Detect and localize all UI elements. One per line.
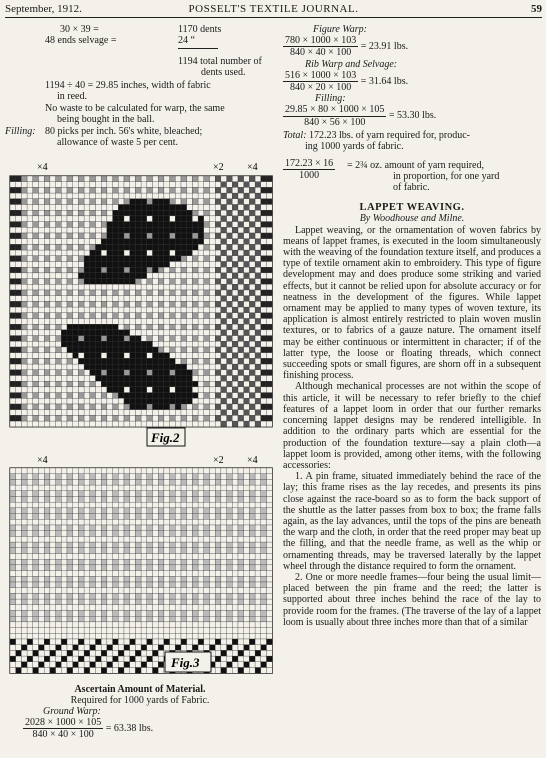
mark-x2: ×2 (213, 162, 224, 173)
gw-result: = 63.38 lbs. (105, 722, 154, 734)
journal-title: POSSELT'S TEXTILE JOURNAL. (188, 3, 359, 15)
rib-warp-formula (283, 70, 541, 93)
calc-line: 1194 ÷ 40 = 29.85 inches, width of fabric (45, 80, 211, 91)
filling-label-right: Filling: (315, 93, 346, 105)
calc-line: 48 ends selvage = (45, 35, 117, 46)
figure-warp-label: Figure Warp: (313, 24, 367, 35)
fig3-grid (10, 468, 272, 673)
mark-x4-left: ×4 (37, 162, 48, 173)
fl-numerator: 29.85 × 80 × 1000 × 105 (285, 104, 385, 116)
filling-formula (283, 104, 541, 127)
ground-warp-formula (23, 717, 275, 740)
gw-denominator: 840 × 40 × 100 (32, 729, 94, 740)
yd-line-3: of fabric. (393, 182, 430, 194)
fw-numerator: 780 × 1000 × 103 (285, 35, 357, 47)
article-byline: By Woodhouse and Milne. (359, 213, 465, 225)
yd-line-2: in proportion, for one yard (393, 171, 500, 183)
total-text-2: ing 1000 yards of fabric. (305, 141, 404, 153)
sum-rule (178, 48, 218, 49)
yd-numerator: 172.23 × 16 (285, 158, 334, 170)
per-yard-formula (283, 156, 541, 192)
calc-line: 24 “ (178, 35, 195, 46)
running-header (5, 3, 542, 18)
yd-line-1: = 2¾ oz. amount of yarn required, (347, 160, 484, 172)
article-title: LAPPET WEAVING. (359, 202, 465, 214)
rw-numerator: 516 × 1000 × 103 (285, 69, 357, 81)
calc-line: allowance of waste 5 per cent. (57, 137, 179, 148)
yd-denominator: 1000 (299, 170, 320, 182)
mark-x4-left-lower: ×4 (37, 455, 48, 466)
total-line (283, 130, 541, 141)
header-date: September, 1912. (5, 3, 82, 15)
calc-line: dents used. (201, 67, 246, 78)
article-paragraph: 2. One or more needle frames—four being the usual limit—placed between the pin frame and the reed; the latter is supported about three inches behind the race of the lay to provide room for the frames. (The traverse of the lay of a lappet loom is usually about three inches more than that of a similar (283, 571, 541, 628)
mark-x4-right-lower: ×4 (247, 455, 258, 466)
fig2-grid (10, 176, 272, 427)
calc-line: in reed. (57, 91, 87, 102)
calc-line: being bought in the ball. (57, 114, 155, 125)
fig2-label: Fig.2 (151, 430, 180, 445)
rw-denominator: 840 × 20 × 100 (290, 82, 352, 94)
caption-title: Ascertain Amount of Material. (74, 684, 206, 695)
figure-warp-formula (283, 35, 541, 58)
right-column (283, 24, 541, 628)
fw-denominator: 840 × 40 × 100 (290, 47, 352, 59)
ground-warp-label: Ground Warp: (43, 706, 101, 717)
mark-x4-right: ×4 (247, 162, 258, 173)
calc-line: 1194 total number of (178, 56, 262, 67)
rib-warp-label: Rib Warp and Selvage: (305, 58, 398, 70)
page-number: 59 (531, 3, 542, 15)
dents-calculation (5, 24, 275, 164)
design-figure (5, 156, 275, 684)
total-text: 172.23 lbs. of yarn required for, produc- (309, 129, 470, 141)
calc-line: 1170 dents (178, 24, 222, 35)
fl-result: = 53.30 lbs. (388, 110, 437, 122)
point-paper-design (5, 156, 275, 684)
material-caption (5, 684, 275, 740)
caption-subtitle: Required for 1000 yards of Fabric. (70, 695, 210, 706)
article-paragraph: Although mechanical processes are not within the scope of this article, it will be necessary to refer briefly to the chief features of a lappet loom in order that our further remarks concerning lappet designs may be rendered intelligible. In addition to the ordinary parts which are essential for the production of the foundation texture—say a plain cloth—a lappet loom is provided, among other items, with the following accessories: (283, 381, 541, 471)
fw-result: = 23.91 lbs. (360, 41, 409, 53)
calc-line: No waste to be calculated for warp, the same (45, 103, 225, 114)
total-label: Total: (283, 129, 307, 141)
rw-result: = 31.64 lbs. (360, 75, 409, 87)
calc-line: 30 × 39 = (60, 24, 99, 35)
fl-denominator: 840 × 56 × 100 (304, 116, 366, 128)
article-paragraph: Lappet weaving, or the ornamentation of woven fabrics by means of lappet frames, is executed in the loom simultaneously with the weaving of the foundation texture itself, and produces a type of textile ornament akin to embroidery. This type of figure development may and does produce some striking and varied effects, but it cannot be relied upon for absolute accuracy or for neatness in the development of the figures. While lappet ornament may be applied to many types of woven texture, its application is almost entirely restricted to plain woven muslin textures, or to fabrics of a gauze nature. The ornament itself may be either continuous or intermittent in character; if of the latter type, the loose or floating threads, which connect succeeding spots or small figures, are shorn off in a subsequent finishing process. (283, 224, 541, 382)
mark-x2-lower: ×2 (213, 455, 224, 466)
fig3-label: Fig.3 (171, 655, 200, 670)
calc-line: 80 picks per inch. 56's white, bleached; (45, 126, 203, 137)
filling-label: Filling: (5, 126, 36, 137)
article-paragraph: 1. A pin frame, situated immediately behind the race of the lay; this frame rises as the lay recedes, and presents its pins close against the race-board so as to form the back support of the shuttle as the latter passes from box to box; the frame falls again, as the lay advances, until the tops of the pins are beneath the warp and the cloth, in order that the reed proper may beat up the filling, and that the needle frame, as well as the whip or ornamenting threads, may be traversed laterally by the lappet wheel through the distance required to form the ornament. (283, 471, 541, 572)
gw-numerator: 2028 × 1000 × 105 (25, 717, 102, 728)
